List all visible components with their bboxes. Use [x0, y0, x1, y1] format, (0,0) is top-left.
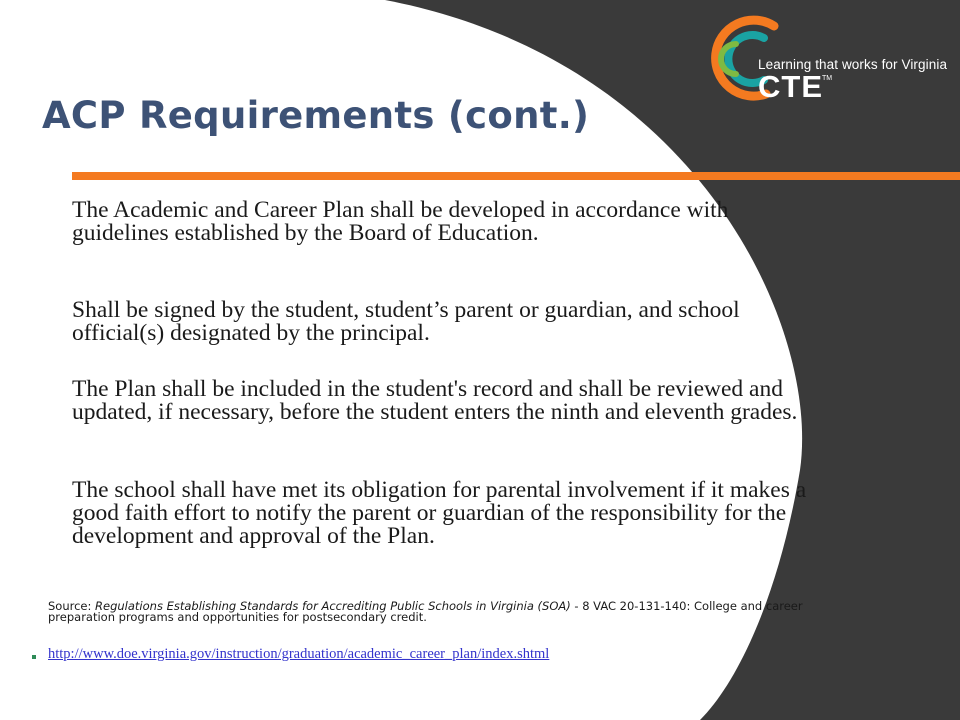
- title-underline-rule: [72, 172, 960, 180]
- source-title: Regulations Establishing Standards for Accrediting Public Schools in Virginia (SOA): [95, 599, 571, 613]
- slide-title: ACP Requirements (cont.): [42, 94, 590, 137]
- source-prefix: Source:: [48, 599, 96, 613]
- paragraph-parental-involvement: The school shall have met its obligation for parental involvement if it makes a good faith effort to notify the parent or guardian of the responsibility for the development and approval of the Plan.: [72, 477, 807, 549]
- logo-tagline: Learning that works for Virginia: [758, 57, 948, 72]
- acp-resource-link[interactable]: http://www.doe.virginia.gov/instruction/graduation/academic_career_plan/index.shtml: [48, 646, 550, 662]
- logo-trademark: TM: [822, 75, 833, 82]
- source-suffix: - 8 VAC 20-131-140: College and career preparation programs and opportunities for postsecondary credit.: [48, 599, 803, 624]
- logo-acronym: CTE: [758, 69, 823, 104]
- paragraph-signatures: Shall be signed by the student, student’s parent or guardian, and school official(s) designated by the principal.: [72, 297, 740, 346]
- link-bullet-icon: [32, 655, 36, 659]
- paragraph-student-record: The Plan shall be included in the student's record and shall be reviewed and updated, if necessary, before the student enters the ninth and eleventh grades.: [72, 376, 798, 425]
- paragraph-guidelines: The Academic and Career Plan shall be developed in accordance with guidelines established by the Board of Education.: [72, 197, 729, 246]
- cte-logo: [706, 14, 946, 104]
- source-citation: [48, 601, 818, 623]
